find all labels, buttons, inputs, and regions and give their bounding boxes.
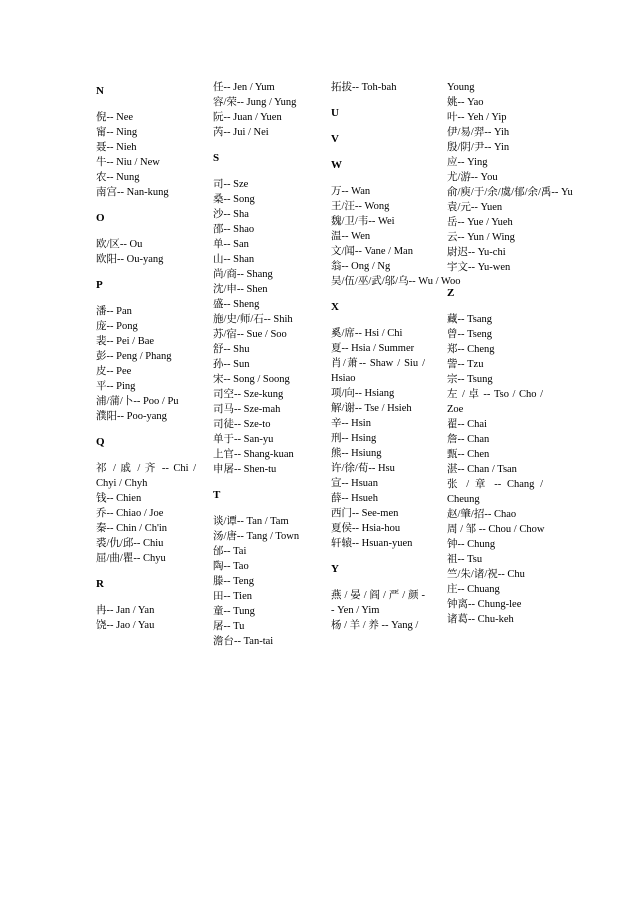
- section-heading: Y: [331, 563, 339, 575]
- surname-entry: 容/荣-- Jung / Yung: [213, 97, 297, 108]
- section-heading: U: [331, 107, 339, 119]
- surname-entry: 湛-- Chan / Tsan: [447, 464, 517, 475]
- surname-entry: 山-- Shan: [213, 254, 255, 265]
- surname-entry: 南宫-- Nan-kung: [96, 187, 169, 198]
- surname-entry: 甄-- Chen: [447, 449, 490, 460]
- surname-entry: 钟离-- Chung-lee: [447, 599, 522, 610]
- surname-entry: 翟-- Chai: [447, 419, 487, 430]
- section-heading: Q: [96, 436, 105, 448]
- surname-entry: 刑-- Hsing: [331, 433, 377, 444]
- surname-entry: 钱-- Chien: [96, 493, 142, 504]
- surname-entry: 秦-- Chin / Ch'in: [96, 523, 168, 534]
- surname-entry: 肖/萧-- Shaw / Siu / Hsiao: [331, 358, 425, 384]
- section-heading: V: [331, 133, 339, 145]
- surname-entry: 聂-- Nieh: [96, 142, 137, 153]
- surname-entry: 杨 / 羊 / 养 -- Yang /: [331, 620, 419, 631]
- surname-entry: 温-- Wen: [331, 231, 371, 242]
- surname-entry: 竺/朱/诸/祝-- Chu: [447, 569, 525, 580]
- surname-entry: 吴/伍/巫/武/邬/乌-- Wu / Woo: [331, 276, 461, 287]
- surname-entry: 庞-- Pong: [96, 321, 138, 332]
- surname-entry: 谈/谭-- Tan / Tam: [213, 516, 289, 527]
- surname-entry: 拓拔-- Toh-bah: [331, 82, 397, 93]
- surname-entry: 祖-- Tsu: [447, 554, 483, 565]
- surname-entry: 应-- Ying: [447, 157, 488, 168]
- section-heading: R: [96, 578, 104, 590]
- surname-entry: 舒-- Shu: [213, 344, 250, 355]
- surname-entry: 辛-- Hsin: [331, 418, 371, 429]
- surname-entry: 牛-- Niu / New: [96, 157, 160, 168]
- surname-entry: 任-- Jen / Yum: [213, 82, 275, 93]
- surname-entry: 甯-- Ning: [96, 127, 138, 138]
- surname-entry: 欧阳-- Ou-yang: [96, 254, 164, 265]
- surname-entry: 田-- Tien: [213, 591, 252, 602]
- column-1: [96, 80, 196, 633]
- surname-entry: 宋-- Song / Soong: [213, 374, 290, 385]
- surname-entry: 尤/游-- You: [447, 172, 498, 183]
- column-4: [447, 80, 573, 627]
- surname-entry: 钟-- Chung: [447, 539, 496, 550]
- surname-entry: 裴-- Pei / Bae: [96, 336, 155, 347]
- surname-entry: 左 / 卓 -- Tso / Cho / Zoe: [447, 389, 543, 415]
- surname-entry: 欧/区-- Ou: [96, 239, 143, 250]
- surname-entry: 上官-- Shang-kuan: [213, 449, 294, 460]
- section-heading: N: [96, 85, 104, 97]
- surname-entry: 诸葛-- Chu-keh: [447, 614, 514, 625]
- surname-entry: 芮-- Jui / Nei: [213, 127, 269, 138]
- surname-entry: 澹台-- Tan-tai: [213, 636, 274, 647]
- surname-entry: 魏/卫/韦-- Wei: [331, 216, 395, 227]
- section-heading: Z: [447, 287, 455, 299]
- surname-entry: 詹-- Chan: [447, 434, 490, 445]
- surname-entry: 周 / 邹 -- Chou / Chow: [447, 524, 545, 535]
- surname-entry: 沙-- Sha: [213, 209, 249, 220]
- surname-entry: 庄-- Chuang: [447, 584, 500, 595]
- surname-entry: 饶-- Jao / Yau: [96, 620, 155, 631]
- surname-entry: 滕-- Teng: [213, 576, 254, 587]
- surname-entry: 云-- Yun / Wing: [447, 232, 515, 243]
- column-2: [213, 80, 313, 649]
- surname-entry: 熊-- Hsiung: [331, 448, 382, 459]
- surname-entry: 盛-- Sheng: [213, 299, 260, 310]
- surname-entry: 奚/席-- Hsi / Chi: [331, 328, 403, 339]
- surname-entry: Young: [447, 82, 475, 93]
- surname-entry: 倪-- Nee: [96, 112, 134, 123]
- surname-entry: 夏-- Hsia / Summer: [331, 343, 415, 354]
- surname-entry: 叶-- Yeh / Yip: [447, 112, 507, 123]
- surname-entry: 祁 / 戚 / 齐 -- Chi / Chyi / Chyh: [96, 463, 196, 489]
- surname-entry: 薛-- Hsueh: [331, 493, 378, 504]
- surname-entry: 藏-- Tsang: [447, 314, 493, 325]
- surname-entry: 彭-- Peng / Phang: [96, 351, 172, 362]
- surname-entry: 曾-- Tseng: [447, 329, 493, 340]
- surname-entry: 张 / 章 -- Chang / Cheung: [447, 479, 543, 505]
- surname-entry: 屈/曲/瞿-- Chyu: [96, 553, 166, 564]
- surname-entry: 裘/仇/邱-- Chiu: [96, 538, 164, 549]
- surname-entry: 伊/易/羿-- Yih: [447, 127, 510, 138]
- surname-entry: 潘-- Pan: [96, 306, 132, 317]
- surname-entry: 翁-- Ong / Ng: [331, 261, 391, 272]
- section-heading: T: [213, 489, 221, 501]
- surname-entry: 陶-- Tao: [213, 561, 249, 572]
- surname-entry: 童-- Tung: [213, 606, 255, 617]
- surname-entry: 农-- Nung: [96, 172, 140, 183]
- section-heading: S: [213, 152, 220, 164]
- surname-entry: 浦/蒲/卜-- Poo / Pu: [96, 396, 179, 407]
- surname-entry: 尚/商-- Shang: [213, 269, 273, 280]
- surname-entry: 解/谢-- Tse / Hsieh: [331, 403, 412, 414]
- surname-entry: 轩辕-- Hsuan-yuen: [331, 538, 413, 549]
- surname-entry: 俞/庾/于/余/虞/郁/余/禹-- Yu: [447, 187, 573, 198]
- section-heading: P: [96, 279, 103, 291]
- surname-entry: 司马-- Sze-mah: [213, 404, 281, 415]
- section-heading: O: [96, 212, 105, 224]
- surname-entry: 尉迟-- Yu-chi: [447, 247, 506, 258]
- surname-entry: 司-- Sze: [213, 179, 249, 190]
- surname-entry: 沈/申-- Shen: [213, 284, 268, 295]
- surname-entry: 孙-- Sun: [213, 359, 250, 370]
- surname-entry: 乔-- Chiao / Joe: [96, 508, 164, 519]
- surname-entry: 王/汪-- Wong: [331, 201, 390, 212]
- surname-entry: 司徒-- Sze-to: [213, 419, 271, 430]
- section-heading: X: [331, 301, 339, 313]
- surname-entry: 许/徐/荀-- Hsu: [331, 463, 395, 474]
- surname-entry: 平-- Ping: [96, 381, 136, 392]
- surname-entry: 单-- San: [213, 239, 249, 250]
- surname-entry: 濮阳-- Poo-yang: [96, 411, 167, 422]
- surname-entry: 苏/宿-- Sue / Soo: [213, 329, 287, 340]
- surname-entry: 宣-- Hsuan: [331, 478, 378, 489]
- surname-entry: 姚-- Yao: [447, 97, 484, 108]
- surname-entry: 邰-- Tai: [213, 546, 247, 557]
- surname-entry: 殷/阴/尹-- Yin: [447, 142, 510, 153]
- surname-entry: 宗-- Tsung: [447, 374, 493, 385]
- surname-entry: 赵/肇/招-- Chao: [447, 509, 517, 520]
- surname-entry: 桑-- Song: [213, 194, 255, 205]
- surname-entry: 皮-- Pee: [96, 366, 132, 377]
- surname-entry: 冉-- Jan / Yan: [96, 605, 155, 616]
- surname-entry: 项/向-- Hsiang: [331, 388, 395, 399]
- surname-entry: 司空-- Sze-kung: [213, 389, 284, 400]
- surname-entry: 施/史/师/石-- Shih: [213, 314, 293, 325]
- surname-entry: 郑-- Cheng: [447, 344, 495, 355]
- surname-entry: 宇文-- Yu-wen: [447, 262, 511, 273]
- surname-entry: 袁/元-- Yuen: [447, 202, 503, 213]
- surname-entry: 燕 / 晏 / 阎 / 严 / 颜 -- Yen / Yim: [331, 590, 425, 616]
- surname-entry: 邵-- Shao: [213, 224, 255, 235]
- surname-entry: 汤/唐-- Tang / Town: [213, 531, 300, 542]
- surname-entry: 岳-- Yue / Yueh: [447, 217, 513, 228]
- surname-entry: 西门-- See-men: [331, 508, 399, 519]
- surname-entry: 万-- Wan: [331, 186, 371, 197]
- section-heading: W: [331, 159, 342, 171]
- surname-entry: 文/闻-- Vane / Man: [331, 246, 413, 257]
- surname-entry: 訾-- Tzu: [447, 359, 484, 370]
- surname-entry: 屠-- Tu: [213, 621, 245, 632]
- surname-entry: 单于-- San-yu: [213, 434, 274, 445]
- surname-entry: 申屠-- Shen-tu: [213, 464, 277, 475]
- surname-entry: 阮-- Juan / Yuen: [213, 112, 282, 123]
- surname-entry: 夏侯-- Hsia-hou: [331, 523, 401, 534]
